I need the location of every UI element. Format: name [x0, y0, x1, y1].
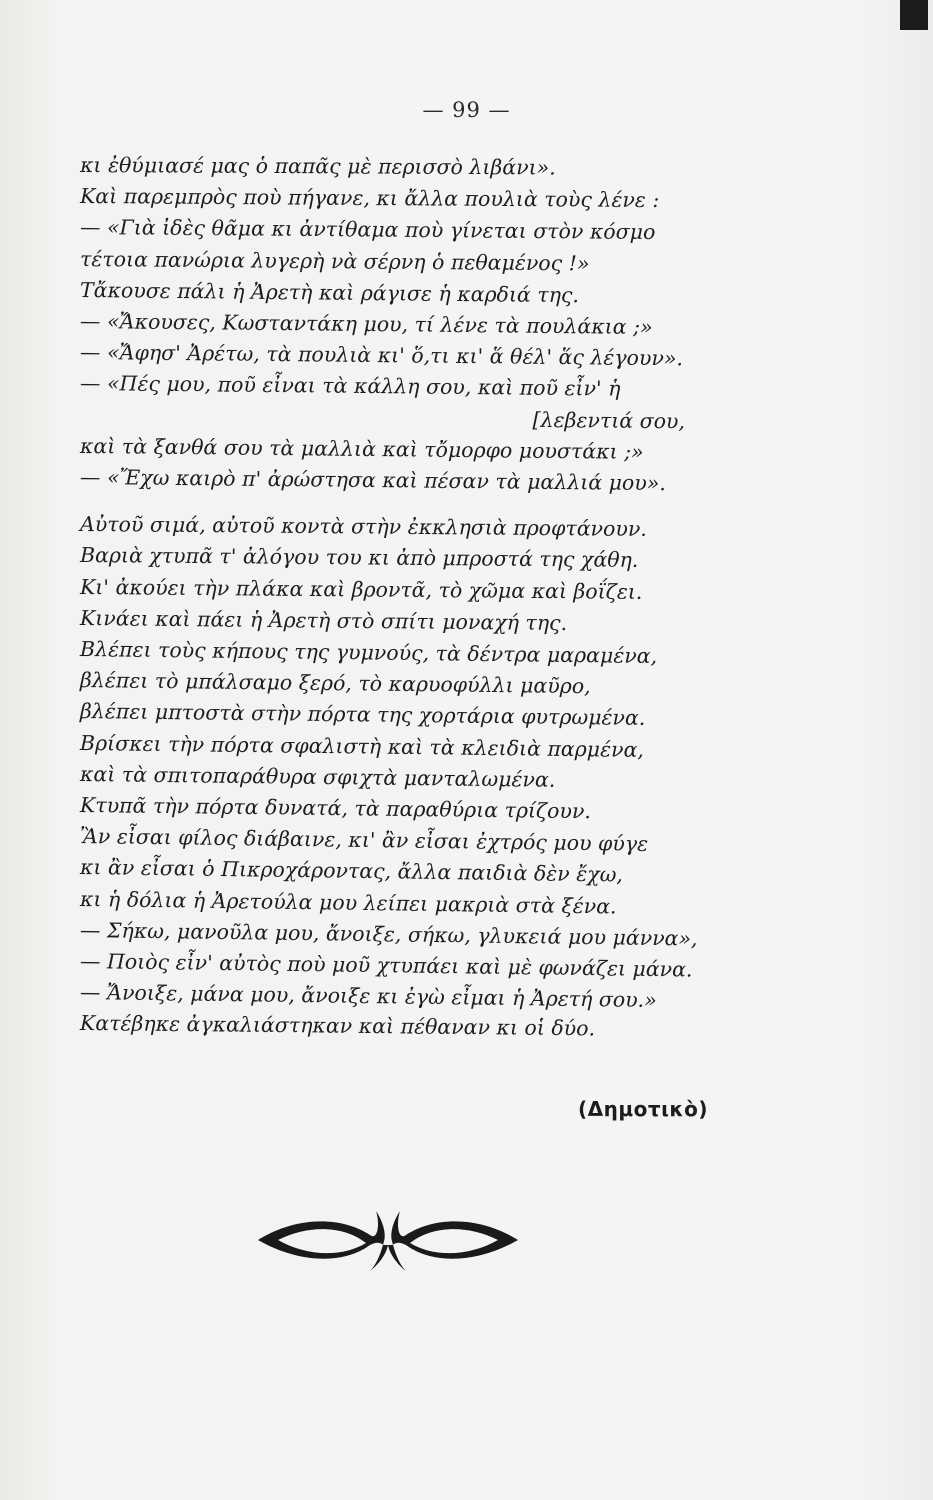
- poem-line: Κατέβηκε ἀγκαλιάστηκαν καὶ πέθαναν κι οἱ δύο.: [79, 1011, 596, 1041]
- poem-line: Βαριὰ χτυπᾶ τ' ἀλόγου του κι ἀπὸ μπροστά της χάθη.: [79, 543, 639, 573]
- poem-line-continuation: [λεβεντιά σου,: [532, 407, 686, 433]
- poem-line: Ἂν εἶσαι φίλος διάβαινε, κι' ἂν εἶσαι ἐχτρός μου φύγε: [79, 824, 649, 857]
- poem-line: καὶ τὰ ξανθά σου τὰ μαλλιὰ καὶ τὄμορφο μουστάκι ;»: [79, 433, 644, 464]
- poem-line: Κτυπᾶ τὴν πόρτα δυνατά, τὰ παραθύρια τρίζουν.: [79, 793, 592, 824]
- poem-line: κι ἂν εἶσαι ὁ Πικροχάροντας, ἄλλα παιδιὰ δὲν ἔχω,: [79, 855, 624, 888]
- poem-line: Βλέπει τοὺς κήπους της γυμνούς, τὰ δέντρα μαραμένα,: [79, 637, 658, 669]
- poem-line: Βρίσκει τὴν πόρτα σφαλιστὴ καὶ τὰ κλειδιὰ παρμένα,: [79, 730, 645, 762]
- poem-line: — Ποιὸς εἶν' αὐτὸς ποὺ μοῦ χτυπάει καὶ μὲ φωνάζει μάνα.: [79, 949, 693, 982]
- page-number: — 99 —: [422, 98, 511, 122]
- poem-line: Καὶ παρεμπρὸς ποὺ πήγανε, κι ἄλλα πουλιὰ τοὺς λένε :: [79, 184, 660, 213]
- poem-line: — «Ἔχω καιρὸ π' ἀρώστησα καὶ πέσαν τὰ μαλλιά μου».: [79, 465, 667, 496]
- poem-line: — Σήκω, μανοῦλα μου, ἄνοιξε, σήκω, γλυκειά μου μάννα»,: [79, 917, 698, 951]
- poem-line: Κινάει καὶ πάει ἡ Ἀρετὴ στὸ σπίτι μοναχή της.: [79, 605, 568, 635]
- poem-line: κι ἡ δόλια ἡ Ἀρετούλα μου λείπει μακριὰ στὰ ξένα.: [79, 886, 617, 919]
- poem-line: βλέπει μπτοστὰ στὴν πόρτα της χορτάρια φυτρωμένα.: [79, 699, 646, 731]
- poem-text: [80, 150, 780, 1040]
- leaf-scroll-ornament-icon: [258, 1205, 518, 1275]
- poem-line: καὶ τὰ σπιτοπαράθυρα σφιχτὰ μανταλωμένα.: [79, 761, 556, 792]
- poem-line: βλέπει τὸ μπάλσαμο ξερό, τὸ καρυοφύλλι μαῦρο,: [79, 668, 591, 699]
- poem-line: Αὐτοῦ σιμά, αὐτοῦ κοντὰ στὴν ἐκκλησιὰ προφτάνουν.: [79, 512, 647, 542]
- poem-line: τέτοια πανώρια λυγερὴ νὰ σέρνη ὁ πεθαμένος !»: [79, 246, 590, 276]
- poem-line: κι ἐθύμιασέ μας ὁ παπᾶς μὲ περισσὸ λιβάνι».: [79, 153, 556, 180]
- poem-line: Τἄκουσε πάλι ἡ Ἀρετὴ καὶ ράγισε ἡ καρδιά της.: [79, 277, 580, 308]
- poem-line: — Ἄνοιξε, μάνα μου, ἄνοιξε κι ἐγὼ εἶμαι ἡ Ἀρετή σου.»: [79, 980, 657, 1013]
- poem-line: — «Ἄφησ' Ἀρέτω, τὰ πουλιὰ κι' ὅ,τι κι' ἅ θέλ' ἅς λέγουν».: [79, 340, 684, 371]
- scan-edge-mark: [900, 0, 928, 30]
- poem-attribution: (Δημοτικὸ): [578, 1097, 708, 1121]
- poem-line: Κι' ἀκούει τὴν πλάκα καὶ βροντᾶ, τὸ χῶμα καὶ βοΐζει.: [79, 574, 643, 604]
- poem-line: — «Γιὰ ἰδὲς θᾶμα κι ἀντίθαμα ποὺ γίνεται στὸν κόσμο: [79, 215, 656, 245]
- poem-line: — «Ἄκουσες, Κωσταντάκη μου, τί λένε τὰ πουλάκια ;»: [79, 309, 653, 340]
- poem-line: — «Πές μου, ποῦ εἶναι τὰ κάλλη σου, καὶ ποῦ εἶν' ἡ: [79, 371, 621, 402]
